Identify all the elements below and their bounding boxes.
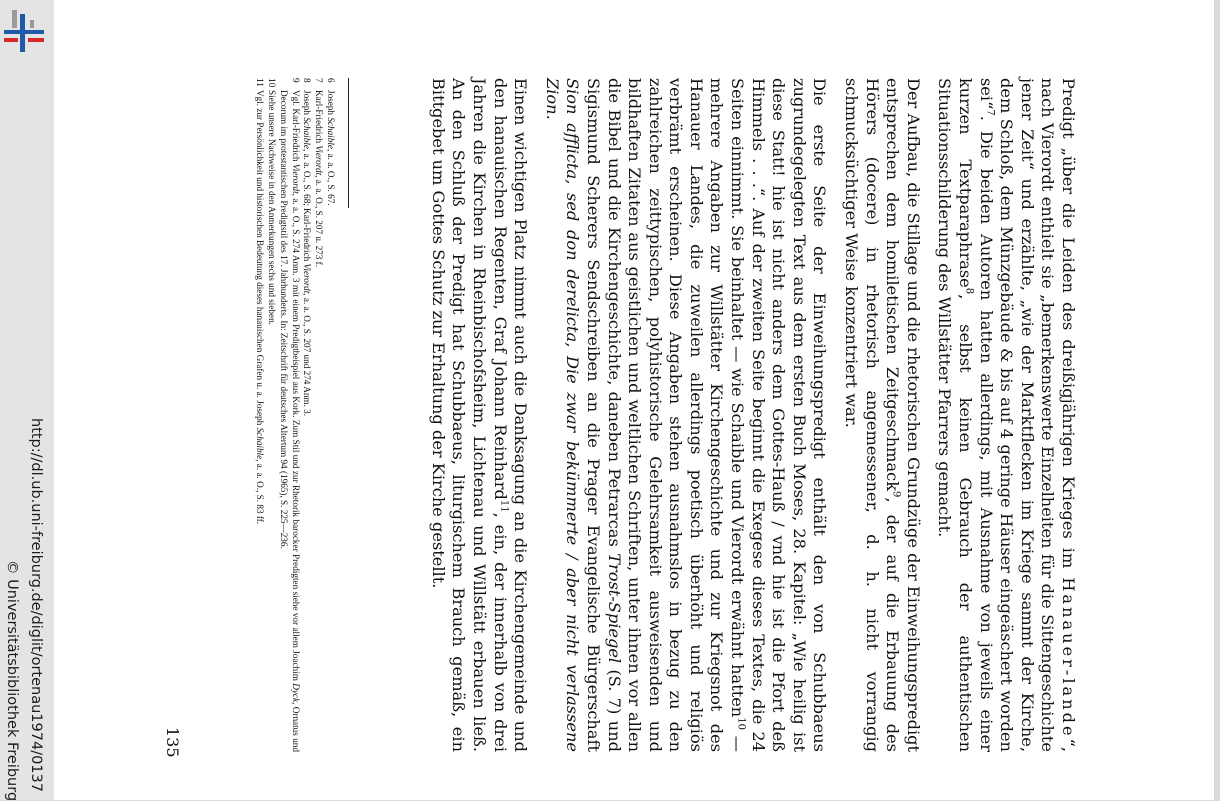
text-run: Die erste Seite der Einweihungspredigt enthält den von Schubbaeus zugrundegelegten Text aus dem ersten Buch Moses, 28. Kapitel: „Wie heilig ist diese Statt! hie ist nicht anders dem Gottes-Hauß / vnd hie ist die Pfort deß Himmels . . .“. Auf der zweiten Seite beginnt die Exegese dieses Textes, die 24 Seiten einnimmt. Sie beinhaltet — wie Schaible und Vierordt erwähnt hatten — [728, 78, 830, 752]
text-run: Karl-Friedrich — [314, 90, 325, 146]
text-run: . Die beiden Autoren hatten allerdings, mit Ausnahme von jeweils einer kurzen Textparaphrase — [956, 78, 996, 752]
italic-text: Schaible — [255, 427, 266, 460]
text-run: , a. a. O., S. 83 ff. — [255, 459, 266, 525]
spaced-text: Hanauer-lande — [1059, 577, 1078, 739]
text-run: Einen wichtigen Platz nimmt auch die Danksagung an die Kirchengemeinde und den hanauischen Regenten, Graf Johann Reinhard — [490, 78, 531, 752]
footnote-number: 9 — [290, 78, 301, 83]
footnotes — [253, 78, 336, 752]
text-run: Joseph — [302, 90, 313, 118]
footnote — [253, 78, 265, 752]
footnote-rule — [348, 78, 349, 208]
source-url[interactable]: http://dl.ub.uni-freiburg.de/diglit/ortenau1974/0137 — [28, 418, 44, 792]
page-edge — [1214, 0, 1220, 800]
footnote — [277, 78, 301, 752]
italic-text: Schaible — [326, 117, 336, 149]
paragraph — [840, 78, 922, 752]
text-run: , a. a. O., S. 274 Anm. 3 mit einem Predigtbeispiel aus Kork. Zum Stil und zur Rhetorik barocker Predigten siehe vor allem Joachim — [290, 193, 301, 684]
text-run: , a. a. O., S. 68; Karl-Friedrich — [302, 148, 313, 264]
copyright-notice: © Universitätsbibliothek Freiburg — [4, 560, 20, 801]
italic-text: Sion afflicta, sed don derelicta, Die zwar bekümmerte / aber nicht verlassene Zion. — [542, 78, 583, 752]
footnote-number: 8 — [302, 78, 313, 83]
body-text — [416, 78, 1078, 752]
footnote-number: 7 — [314, 78, 325, 83]
text-run: Der Aufbau, die Stillage und die rhetorischen Grundzüge der Einweihungspredigt entsprechen dem homiletischen Zeitgeschmack — [883, 78, 923, 752]
paragraph — [934, 78, 1078, 752]
text-run: , a. a. O., S. 67. — [326, 148, 336, 206]
viewer-sidebar — [0, 0, 54, 800]
text-run: , Ornatus und Decorum im protestantischen Predigtstil des 17. Jahrhunderts. In: Zeitschrift für deutsches Altertum 94 (1965), S. 225—236. — [278, 90, 301, 752]
text-run: (S. 7) und Sigismund Scherers Sendschreiben an die Prager Evangelische Bürgerschaft — [583, 78, 624, 752]
footnote-ref: 9 — [890, 491, 902, 498]
ub-freiburg-logo-icon[interactable] — [4, 8, 44, 54]
footnote — [324, 78, 336, 752]
text-run: Siehe unsere Nachweise in den Anmerkungen sechs und sieben. — [267, 90, 278, 325]
italic-text: Trost-Spiegel — [604, 553, 624, 664]
italic-text: Dyck — [290, 683, 301, 703]
text-run: , der auf die Erbauung des Hörers (docere) in rhetorisch angemessener, d. h. nicht vorrangig schmucksüchtiger Weise konzentriert war. — [842, 78, 903, 752]
italic-text: Vierordt — [290, 163, 301, 194]
paragraph — [427, 78, 530, 752]
text-run: Vgl. Karl-Friedrich — [290, 90, 301, 164]
footnote-ref: 8 — [963, 287, 975, 295]
footnote-ref: 11 — [497, 499, 509, 513]
paragraph — [541, 78, 829, 752]
text-run: “, nach Vierordt enthielt sie „bemerkenswerte Einzelheiten für die Sittengeschichte jener Zeit“ und erzählte, „wie der Marktflecken im Kriege sammt der Kirche, dem Schloß, dem Münzgebäude & bis auf 4 geringe Häuser eingeäschert worden sei“ — [976, 78, 1078, 752]
text-run: Joseph — [326, 90, 336, 118]
footnote — [265, 78, 277, 752]
text-run: Vgl. zur Persönlichkeit und historischen Bedeutung dieses hanauischen Grafen u. a. Joseph — [255, 90, 266, 428]
footnote-ref: 10 — [735, 717, 747, 730]
footnote-number: 11 — [255, 78, 266, 87]
footnote — [301, 78, 313, 752]
text-run: , a. a. O., S. 207 u. 273 f. — [314, 175, 325, 268]
page-number: 135 — [163, 727, 182, 758]
text-run: , selbst keinen Gebrauch der authentischen Situationsschilderung des Willstätter Pfarrers gemacht. — [935, 78, 976, 753]
italic-text: Schaible — [302, 117, 313, 149]
text-run: — mehrere Angaben zur Willstätter Kirchengeschichte und zur Kriegsnot des Hanauer Landes, die zuweilen allerdings poetisch überhöht und religiös verbrämt erscheinen. Diese Angaben stehen ausnahmslos in bezug zu den zahlreichen zeittypischen, polyhistorische Gelehrsamkeit ausweisenden und bildhaften Zitaten aus geistlichen und weltlichen Schriften, unter ihnen vor allen die Bibel und die Kirchengeschichte, daneben Petrarcas — [604, 78, 748, 752]
footnote — [312, 78, 324, 752]
italic-text: Vierordt — [302, 263, 313, 294]
text-run: Predigt „über die Leiden des dreißigjährigen Krieges im — [1059, 78, 1078, 578]
text-run: , ein, der innerhalb von drei Jahren die Kirchen in Rheinbischofsheim, Lichtenau und Willstätt erbauen ließ. An den Schluß der Predigt hat Schubbaeus, liturgischem Brauch gemäß, ein Bittgebet um Gottes Schutz zur Erhaltung der Kirche gestellt. — [428, 78, 510, 752]
italic-text: Vierordt — [314, 145, 325, 176]
footnote-number: 10 — [267, 78, 278, 88]
text-run: , a. a. O., S. 207 und 274 Anm. 3. — [302, 293, 313, 417]
footnote-ref: 7 — [984, 109, 996, 116]
document-page — [78, 18, 1078, 778]
footnote-number: 6 — [326, 78, 336, 83]
